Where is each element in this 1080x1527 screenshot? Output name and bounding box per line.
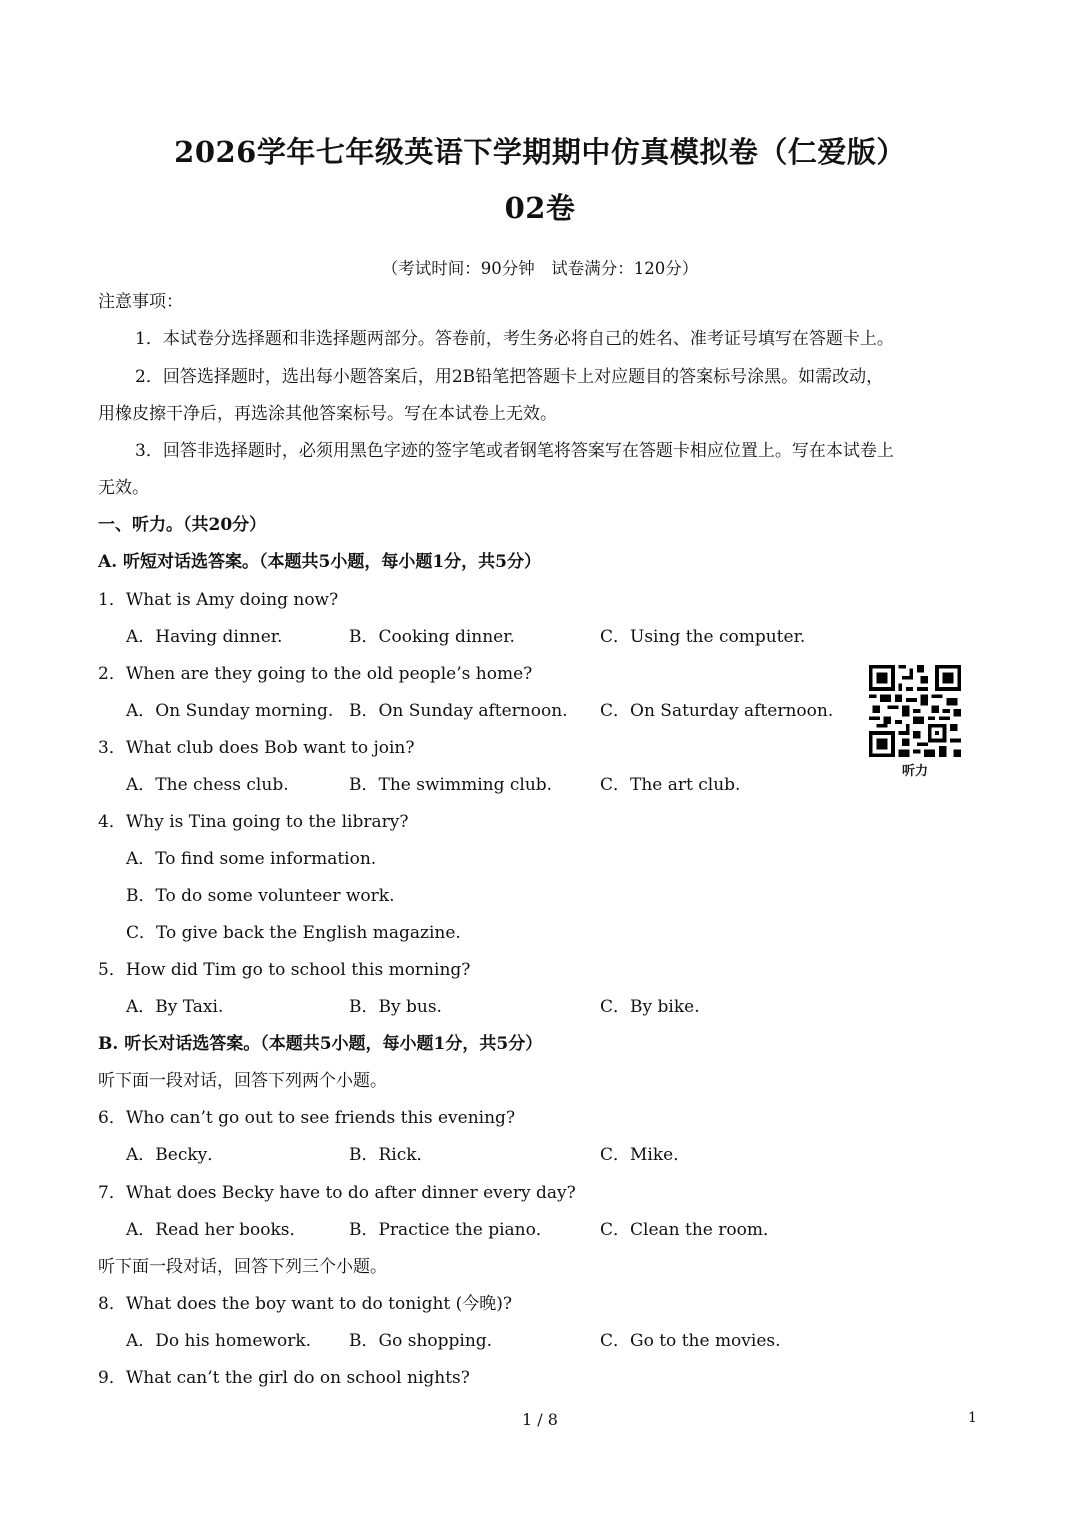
- part-a-heading: A. 听短对话选答案。（本题共5小题，每小题1分，共5分）: [98, 552, 542, 572]
- q7-option-c: C．Clean the room．: [600, 1220, 780, 1240]
- q1-option-b: B．Cooking dinner.: [349, 627, 515, 647]
- question-5: 5．How did Tim go to school this morning?: [98, 960, 471, 980]
- question-3: 3．What club does Bob want to join?: [98, 738, 415, 758]
- question-9: 9．What can’t the girl do on school nights?: [98, 1368, 470, 1388]
- q3-option-c: C．The art club.: [600, 775, 741, 795]
- q8-option-b: B．Go shopping.: [349, 1331, 493, 1351]
- note-1: 1．本试卷分选择题和非选择题两部分。答卷前，考生务必将自己的姓名、准考证号填写在答题卡上。: [135, 329, 894, 349]
- q8-option-a: A．Do his homework.: [126, 1331, 312, 1351]
- question-1: 1．What is Amy doing now?: [98, 590, 339, 610]
- question-2: 2．When are they going to the old people’s home?: [98, 664, 533, 684]
- notes-heading: 注意事项：: [98, 292, 183, 312]
- exam-subtitle: 02卷: [504, 191, 576, 225]
- q3-option-b: B．The swimming club.: [349, 775, 553, 795]
- q8-option-c: C．Go to the movies.: [600, 1331, 781, 1351]
- q4-option-c: C．To give back the English magazine.: [126, 923, 461, 943]
- q2-option-a: A．On Sunday morning.: [126, 701, 334, 721]
- question-4: 4．Why is Tina going to the library?: [98, 812, 409, 832]
- q4-option-b: B．To do some volunteer work.: [126, 886, 395, 906]
- qr-label: 听力: [901, 764, 928, 779]
- q7-option-a: A．Read her books．: [126, 1220, 307, 1240]
- page-footer: 1 / 8: [522, 1410, 558, 1429]
- exam-meta: （考试时间：90分钟 试卷满分：120分）: [381, 259, 699, 278]
- q6-option-c: C．Mike．: [600, 1145, 691, 1165]
- q6-option-b: B．Rick．: [349, 1145, 434, 1165]
- q5-option-a: A．By Taxi.: [126, 997, 224, 1017]
- q5-option-c: C．By bike.: [600, 997, 700, 1017]
- q6-option-a: A．Becky．: [126, 1145, 225, 1165]
- note-3-cont: 无效。: [98, 478, 149, 498]
- question-8: 8．What does the boy want to do tonight (今晚)?: [98, 1294, 513, 1314]
- q1-option-c: C．Using the computer.: [600, 627, 806, 647]
- page-number: 1: [968, 1410, 977, 1426]
- qr-code-icon[interactable]: [869, 665, 961, 757]
- q4-option-a: A．To find some information.: [126, 849, 377, 869]
- note-3: 3．回答非选择题时，必须用黑色字迹的签字笔或者钢笔将答案写在答题卡相应位置上。写在本试卷上: [135, 441, 894, 461]
- question-6: 6．Who can’t go out to see friends this evening?: [98, 1108, 516, 1128]
- q7-option-b: B．Practice the piano．: [349, 1220, 553, 1240]
- note-2-cont: 用橡皮擦干净后，再选涂其他答案标号。写在本试卷上无效。: [98, 404, 557, 424]
- q2-option-b: B．On Sunday afternoon.: [349, 701, 568, 721]
- instruction-three-questions: 听下面一段对话，回答下列三个小题。: [98, 1257, 387, 1277]
- q3-option-a: A．The chess club.: [126, 775, 289, 795]
- q1-option-a: A．Having dinner.: [126, 627, 283, 647]
- section-listening: 一、听力。（共20分）: [98, 515, 267, 535]
- q5-option-b: B．By bus.: [349, 997, 442, 1017]
- instruction-two-questions: 听下面一段对话，回答下列两个小题。: [98, 1071, 387, 1091]
- note-2: 2．回答选择题时，选出每小题答案后，用2B铅笔把答题卡上对应题目的答案标号涂黑。如需改动，: [135, 367, 884, 387]
- part-b-heading: B. 听长对话选答案。（本题共5小题，每小题1分，共5分）: [98, 1034, 543, 1054]
- question-7: 7．What does Becky have to do after dinner every day?: [98, 1183, 576, 1203]
- q2-option-c: C．On Saturday afternoon.: [600, 701, 834, 721]
- exam-title: 2026学年七年级英语下学期期中仿真模拟卷（仁爱版）: [174, 135, 906, 169]
